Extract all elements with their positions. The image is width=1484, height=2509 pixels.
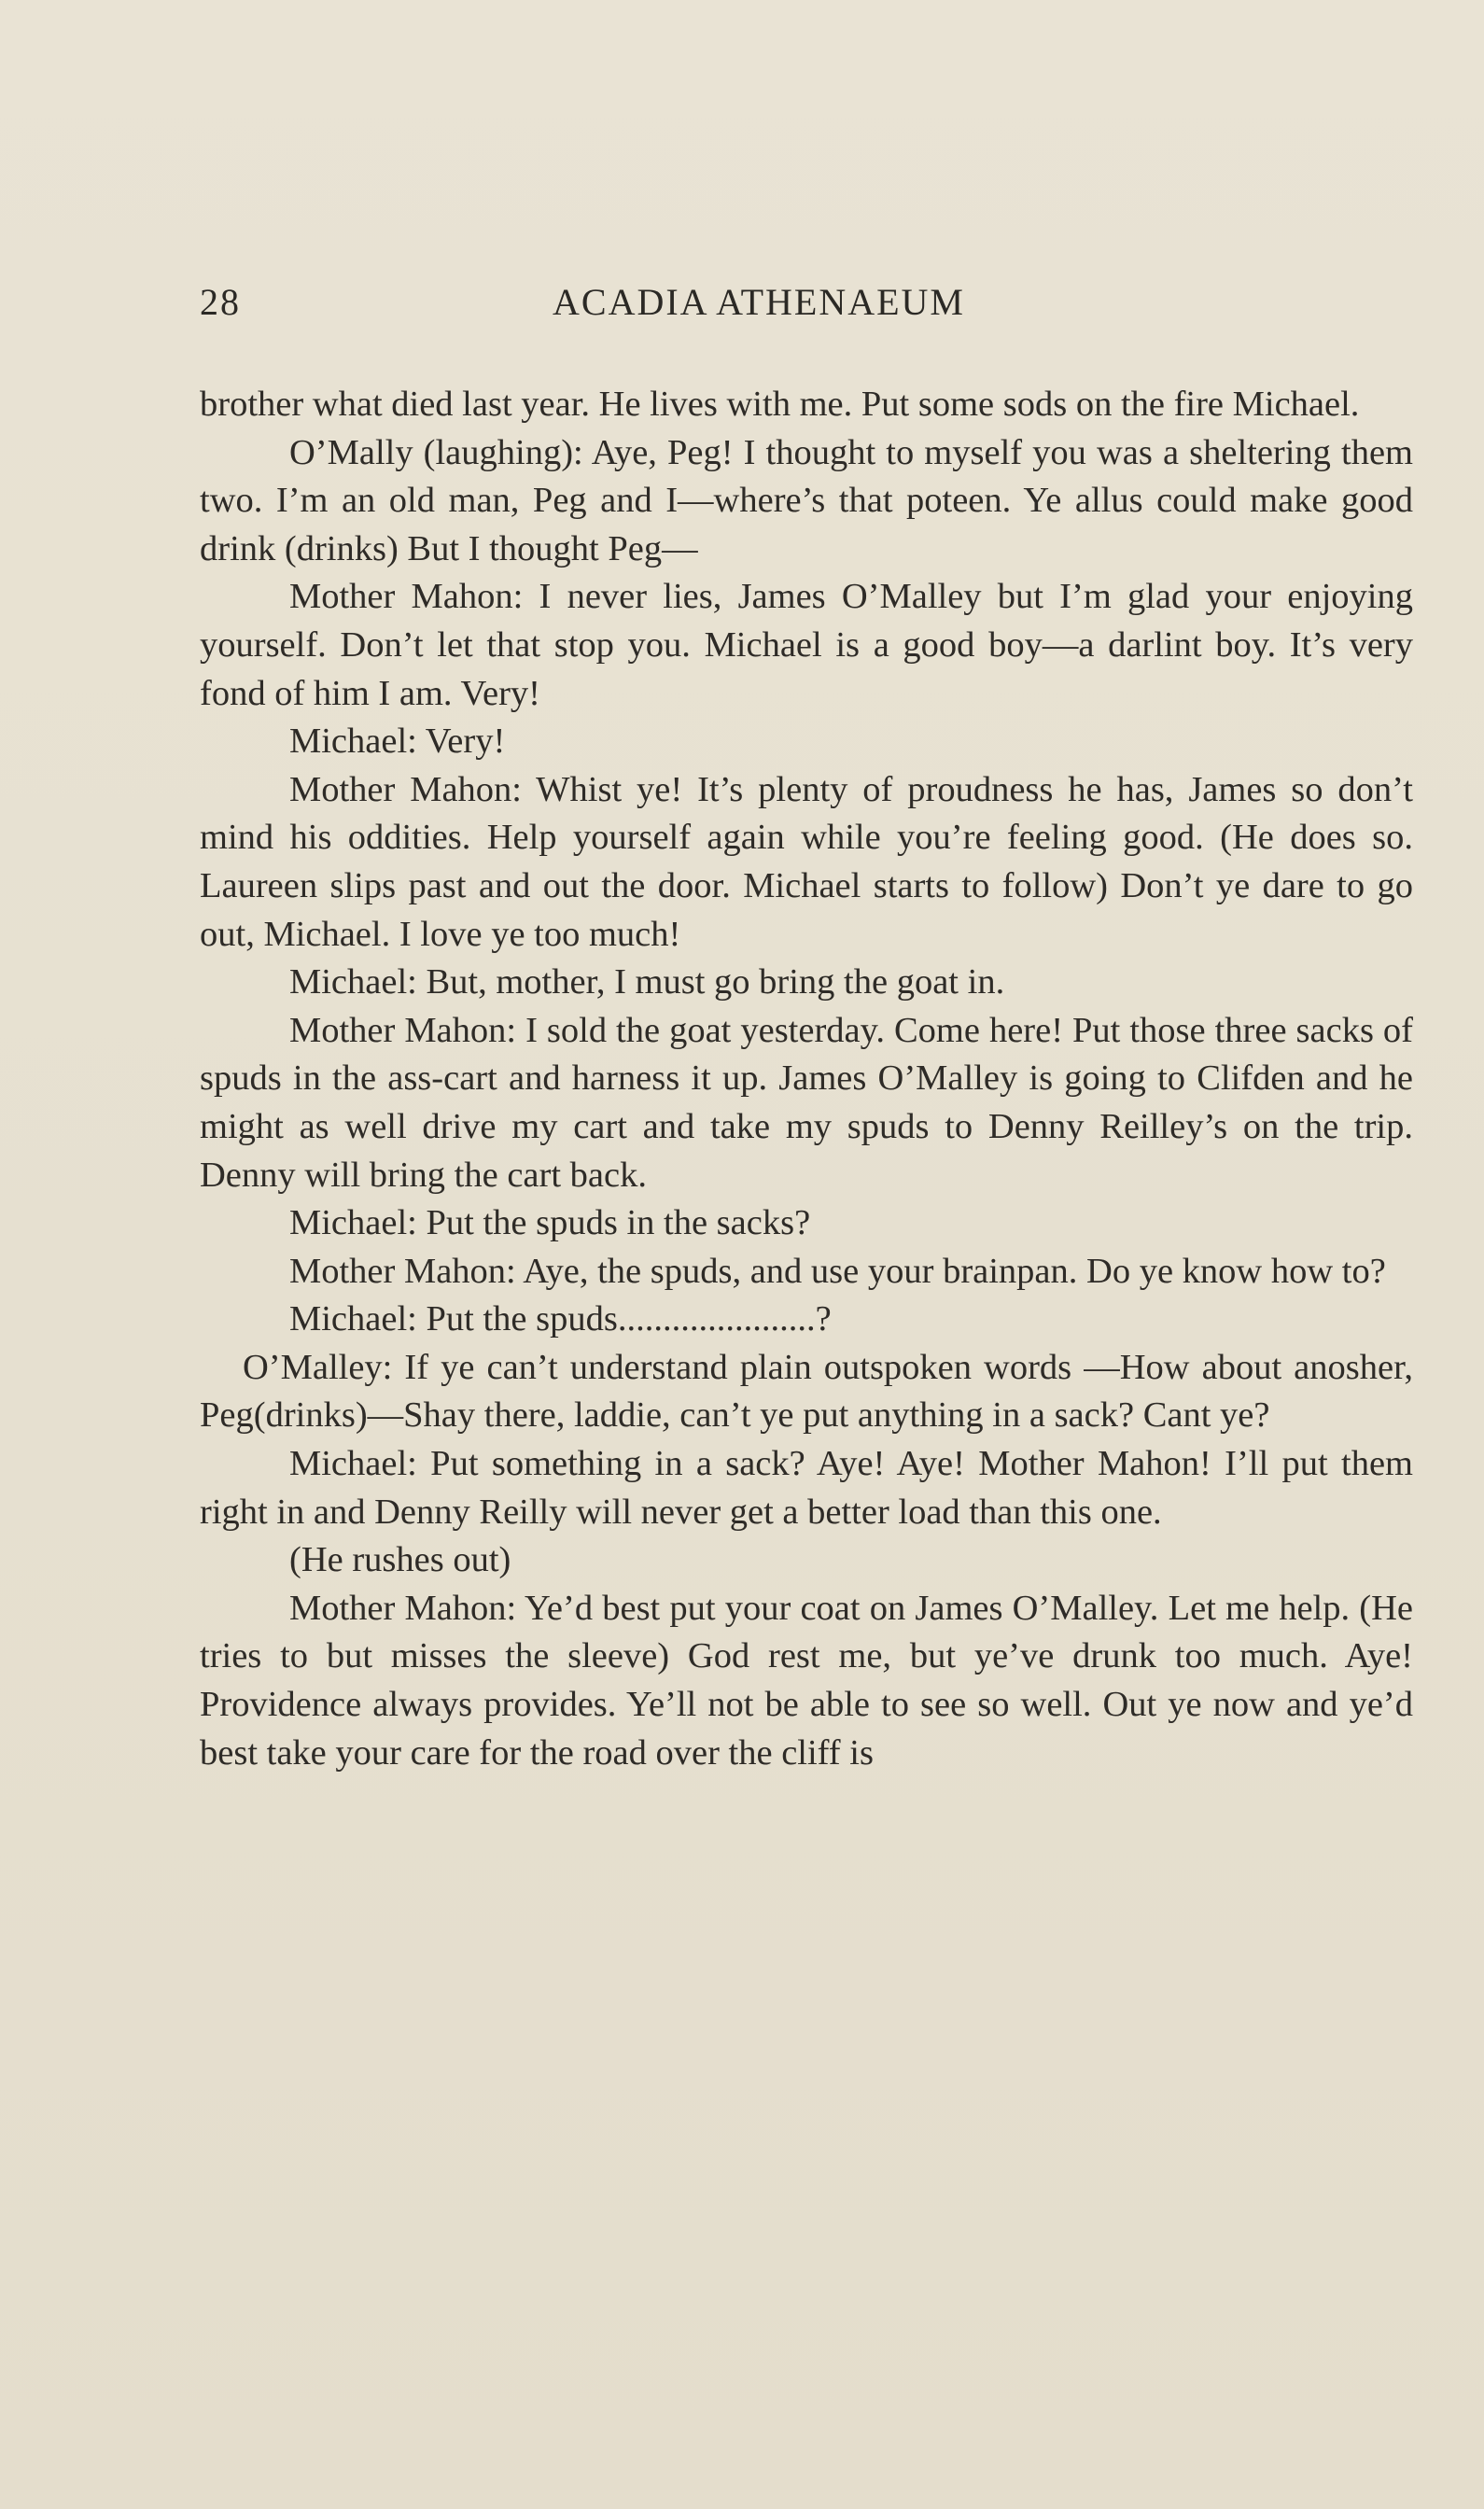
paragraph: brother what died last year. He lives with me. Put some sods on the fire Michael. xyxy=(200,385,1360,424)
paragraph: (He rushes out) xyxy=(289,1540,511,1580)
paragraph: Mother Mahon: Ye’d best put your coat on James O’Malley. Let me help. (He tries to but misses the sleeve) God rest me, but ye’ve drunk too much. Aye! Providence always provides. Ye’ll not be able to see so well. Out ye now and ye’d best take your care for the road over the cliff is xyxy=(200,1588,1413,1773)
paragraph: Mother Mahon: I never lies, James O’Malley but I’m glad your enjoying yourself. Don’t let that stop you. Michael is a good boy—a darlint boy. It’s very fond of him I am. Very! xyxy=(200,577,1413,713)
paragraph: Michael: Very! xyxy=(289,722,506,762)
running-head xyxy=(200,280,1413,336)
paragraph: Mother Mahon: I sold the goat yesterday. Come here! Put those three sacks of spuds in the ass-cart and harness it up. James O’Malley is going to Clifden and he might as well drive my cart and take my spuds to Denny Reilley’s on the trip. Denny will bring the cart back. xyxy=(200,1010,1413,1195)
paragraph: O’Malley: If ye can’t understand plain outspoken words —How about anosher, Peg(drinks)—Shay there, laddie, can’t ye put anything in a sack? Cant ye? xyxy=(200,1347,1413,1436)
journal-title: ACADIA ATHENAEUM xyxy=(553,281,965,323)
paragraph: Michael: But, mother, I must go bring the goat in. xyxy=(289,962,1005,1002)
paragraph: Michael: Put the spuds in the sacks? xyxy=(289,1203,811,1243)
paragraph: Mother Mahon: Whist ye! It’s plenty of proudness he has, James so don’t mind his oddities. Help yourself again while you’re feeling good. (He does so. Laureen slips past and out the door. Michael starts to follow) Don’t ye dare to go out, Michael. I love ye too much! xyxy=(200,769,1413,954)
page-number: 28 xyxy=(200,281,241,323)
text-body xyxy=(200,381,1413,1777)
paragraph: Mother Mahon: Aye, the spuds, and use your brainpan. Do ye know how to? xyxy=(289,1251,1386,1291)
paragraph: Michael: Put something in a sack? Aye! Aye! Mother Mahon! I’ll put them right in and Denny Reilly will never get a better load than this one. xyxy=(200,1444,1413,1532)
paragraph: Michael: Put the spuds......................? xyxy=(289,1299,832,1339)
paragraph: O’Mally (laughing): Aye, Peg! I thought to myself you was a sheltering them two. I’m an old man, Peg and I—where’s that poteen. Ye allus could make good drink (drinks) But I thought Peg— xyxy=(200,432,1413,568)
